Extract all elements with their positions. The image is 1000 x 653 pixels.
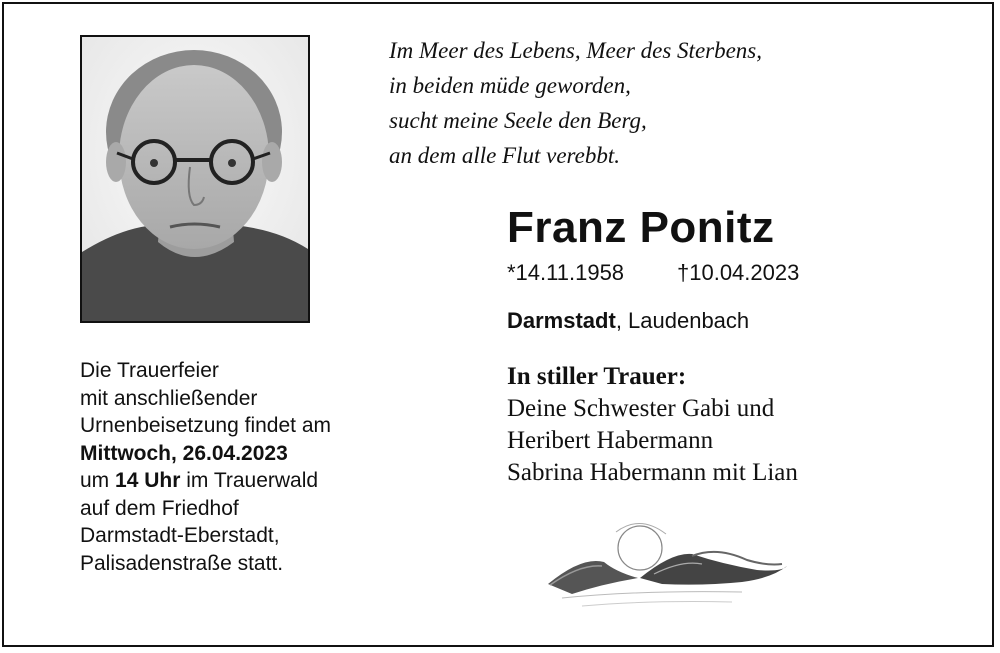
- funeral-time-line: [80, 467, 410, 495]
- place-secondary: , Laudenbach: [615, 308, 750, 333]
- funeral-line: Die Trauerfeier: [80, 359, 219, 382]
- mourner-line: Heribert Habermann: [507, 427, 714, 454]
- funeral-line: auf dem Friedhof: [80, 496, 239, 520]
- funeral-time-prefix: um: [80, 469, 116, 492]
- life-dates: [507, 258, 800, 288]
- mourner-line: Deine Schwester Gabi und: [507, 395, 775, 422]
- funeral-line: Darmstadt-Eberstadt,: [80, 524, 280, 547]
- funeral-date: Mittwoch, 26.04.2023: [80, 441, 288, 465]
- portrait-photo: [80, 35, 310, 323]
- mourners-heading: In stiller Trauer:: [507, 363, 687, 390]
- poem: [389, 33, 889, 173]
- funeral-info: [80, 357, 410, 577]
- death-date: †10.04.2023: [677, 260, 800, 285]
- birth-date: *14.11.1958: [507, 260, 625, 285]
- funeral-time: 14 Uhr: [115, 469, 181, 492]
- poem-line: Im Meer des Lebens, Meer des Sterbens,: [389, 38, 763, 63]
- place-primary: Darmstadt: [507, 308, 616, 333]
- poem-line: an dem alle Flut verebbt.: [389, 143, 620, 168]
- poem-line: sucht meine Seele den Berg,: [389, 108, 647, 133]
- deceased-name: Franz Ponitz: [507, 203, 775, 252]
- mourners-block: [507, 361, 967, 489]
- funeral-line: mit anschließender: [80, 386, 258, 410]
- mourner-line: Sabrina Habermann mit Lian: [507, 459, 798, 486]
- funeral-time-suffix: im Trauerwald: [180, 469, 319, 492]
- places: [507, 306, 749, 336]
- poem-line: in beiden müde geworden,: [389, 73, 631, 98]
- sun-over-mountains-emblem: [542, 512, 792, 612]
- funeral-line: Urnenbeisetzung findet am: [80, 414, 331, 437]
- funeral-line: Palisadenstraße statt.: [80, 551, 284, 575]
